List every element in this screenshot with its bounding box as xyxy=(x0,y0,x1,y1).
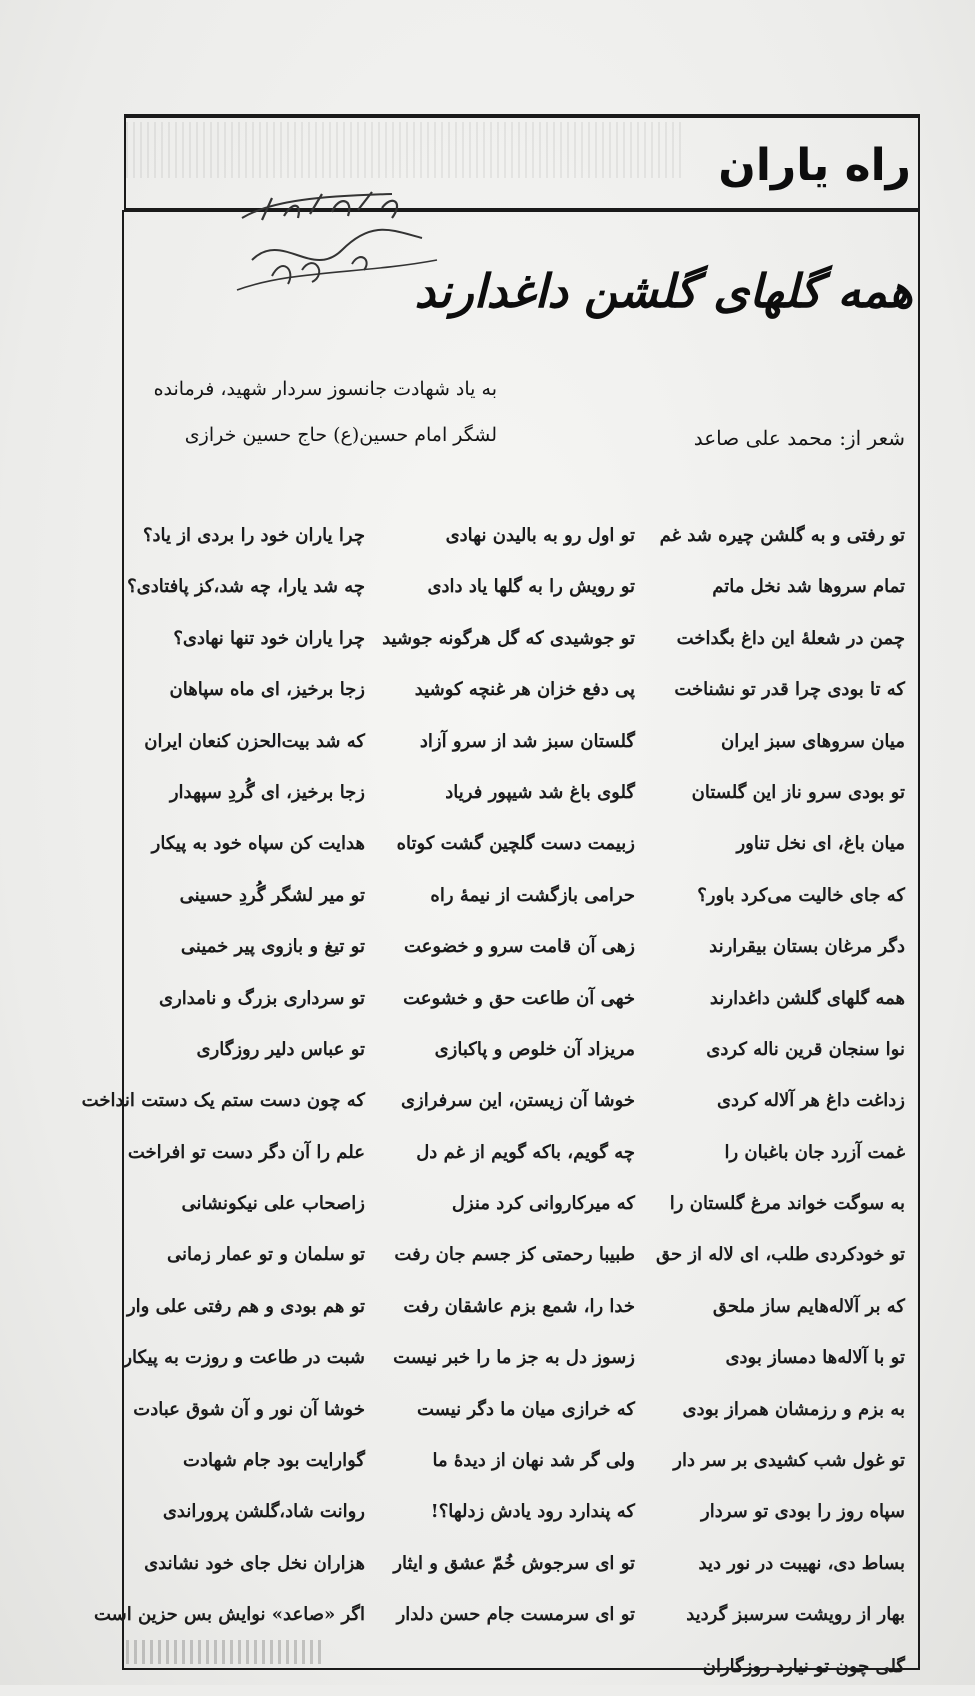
verse-line: گلستان سبز شد از سرو آزاد xyxy=(419,730,635,752)
verse-line: که شد بیت‌الحزن کنعان ایران xyxy=(144,730,365,752)
verse-line: تو خودکردی طلب، ای لاله از حق xyxy=(655,1244,905,1266)
verse-line: چه گویم، باکه گویم از غم دل xyxy=(416,1141,635,1163)
verse-line: زهی آن قامت سرو و خضوعت xyxy=(404,936,635,958)
verse-line: هزاران نخل جای خود نشاندی xyxy=(144,1552,365,1574)
section-title: راه یاران xyxy=(718,140,911,191)
verse-line: زجا برخیز، ای گُردِ سپهدار xyxy=(169,781,365,803)
verse-line: مریزاد آن خلوص و پاکبازی xyxy=(434,1038,635,1060)
verse-line: تو سرداری بزرگ و نامداری xyxy=(159,987,365,1009)
verse-line: تو رویش را به گلها یاد دادی xyxy=(427,576,635,598)
verse-line: زبیمت دست گلچین گشت کوتاه xyxy=(396,833,635,855)
verse-column-middle xyxy=(382,514,635,1645)
verse-line: که چون دست ستم یک دستت انداخت xyxy=(81,1090,365,1112)
verse-line: غمت آزرد جان باغبان را xyxy=(724,1141,905,1163)
verse-line: چه شد یارا، چه شد،کز پافتادی؟ xyxy=(127,576,365,598)
verse-line: چمن در شعلهٔ این داغ بگداخت xyxy=(676,627,905,649)
verse-line: که میرکاروانی کرد منزل xyxy=(451,1193,635,1215)
verse-line: خوشا آن زیستن، این سرفرازی xyxy=(400,1090,635,1112)
verse-line: سپاه روز را بودی تو سردار xyxy=(701,1501,905,1523)
verse-line: تو جوشیدی که گل هرگونه جوشید xyxy=(382,627,635,649)
verse-line: زسوز دل به جز ما را خبر نیست xyxy=(393,1347,635,1369)
dedication-line: لشگر امام حسین(ع) حاج حسین خرازی xyxy=(184,424,497,446)
verse-line: تو رفتی و به گلشن چیره شد غم xyxy=(659,525,905,546)
verse-line: نوا سنجان قرین ناله کردی xyxy=(706,1038,905,1060)
verse-line: تو غول شب کشیدی بر سر دار xyxy=(673,1450,905,1472)
verse-line: زاصحاب علی نیکونشانی xyxy=(181,1193,365,1215)
verse-line: چرا یاران خود را بردی از یاد؟ xyxy=(142,525,365,546)
verse-line: اگر «صاعد» نوایش بس حزین است xyxy=(93,1604,365,1626)
verse-line: بهار از رویشت سرسبز گردید xyxy=(686,1604,905,1626)
verse-line: که جای خالیت می‌کرد باور؟ xyxy=(697,884,905,906)
verse-line: زداغت داغ هر آلاله کردی xyxy=(716,1090,905,1112)
verse-line: گوارایت بود جام شهادت xyxy=(183,1450,365,1472)
verse-line: زجا برخیز، ای ماه سپاهان xyxy=(169,679,365,701)
author-credit: شعر از: محمد علی صاعد xyxy=(693,426,905,450)
verse-line: تو اول رو به بالیدن نهادی xyxy=(445,525,635,546)
verse-line: چرا یاران خود تنها نهادی؟ xyxy=(173,627,365,649)
faded-footer-print xyxy=(126,1640,326,1664)
handwritten-annotation-signature xyxy=(232,190,442,300)
verse-line: روانت شاد،گلشن پروراندی xyxy=(162,1501,365,1523)
verse-line: هدایت کن سپاه خود به پیکار xyxy=(151,833,365,855)
verse-line: دگر مرغان بستان بیقرارند xyxy=(709,936,905,958)
verse-line: که بر آلاله‌هایم ساز ملحق xyxy=(712,1295,905,1317)
verse-line: گلوی باغ شد شیپور فریاد xyxy=(445,781,635,803)
verse-line: گلی چون تو نیارد روزگاران xyxy=(702,1655,905,1677)
verse-line: تو هم بودی و هم رفتی علی وار xyxy=(126,1295,365,1317)
verse-line: حرامی بازگشت از نیمهٔ راه xyxy=(430,884,635,906)
verse-line: تو میر لشگر گُردِ حسینی xyxy=(179,884,365,906)
verse-line: طبیبا رحمتی کز جسم جان رفت xyxy=(394,1244,635,1266)
verse-line: میان سروهای سبز ایران xyxy=(721,730,905,752)
verse-line: بساط دی، نهیبت در نور دید xyxy=(698,1552,905,1574)
verse-line: به سوگت خواند مرغ گلستان را xyxy=(669,1193,905,1215)
verse-line: تمام سروها شد نخل ماتم xyxy=(712,576,905,598)
verse-column-right xyxy=(656,514,905,1696)
verse-line: به بزم و رزمشان همراز بودی xyxy=(682,1398,905,1420)
poem-title: همه گلهای گلشن داغدارند xyxy=(414,264,913,318)
verse-line: خهی آن طاعت حق و خشوعت xyxy=(403,987,635,1009)
verse-line: خوشا آن نور و آن شوق عبادت xyxy=(133,1398,365,1420)
verse-line: تو تیغ و بازوی پیر خمینی xyxy=(180,936,365,958)
dedication-line: به یاد شهادت جانسوز سردار شهید، فرمانده xyxy=(153,378,497,400)
verse-line: تو عباس دلیر روزگاری xyxy=(196,1038,365,1060)
verse-line: پی دفع خزان هر غنچه کوشید xyxy=(414,679,635,701)
verse-line: تو ای سرمست جام حسن دلدار xyxy=(396,1604,635,1626)
faded-header-print xyxy=(126,122,686,178)
verse-line: همه گلهای گلشن داغدارند xyxy=(709,987,905,1009)
verse-line: تو با آلاله‌ها دمساز بودی xyxy=(725,1347,905,1369)
verse-line: میان باغ، ای نخل تناور xyxy=(736,833,905,855)
verse-column-left xyxy=(82,514,365,1645)
verse-line: که پندارد رود یادش زدلها؟! xyxy=(430,1501,635,1523)
verse-line: تو سلمان و تو عمار زمانی xyxy=(167,1244,365,1266)
dedication xyxy=(57,366,497,458)
verse-line: خدا را، شمع بزم عاشقان رفت xyxy=(403,1295,635,1317)
verse-line: تو ای سرجوش خُمّ عشق و ایثار xyxy=(393,1552,635,1574)
verse-line: تو بودی سرو ناز این گلستان xyxy=(691,781,905,803)
verse-line: ولی گر شد نهان از دیدهٔ ما xyxy=(432,1450,635,1472)
verse-line: که تا بودی چرا قدر تو نشناخت xyxy=(674,679,905,701)
verse-line: علم را آن دگر دست تو افراخت xyxy=(127,1141,365,1163)
verse-line: که خرازی میان ما دگر نیست xyxy=(417,1398,635,1420)
verse-line: شبت در طاعت و روزت به پیکار xyxy=(123,1347,365,1369)
